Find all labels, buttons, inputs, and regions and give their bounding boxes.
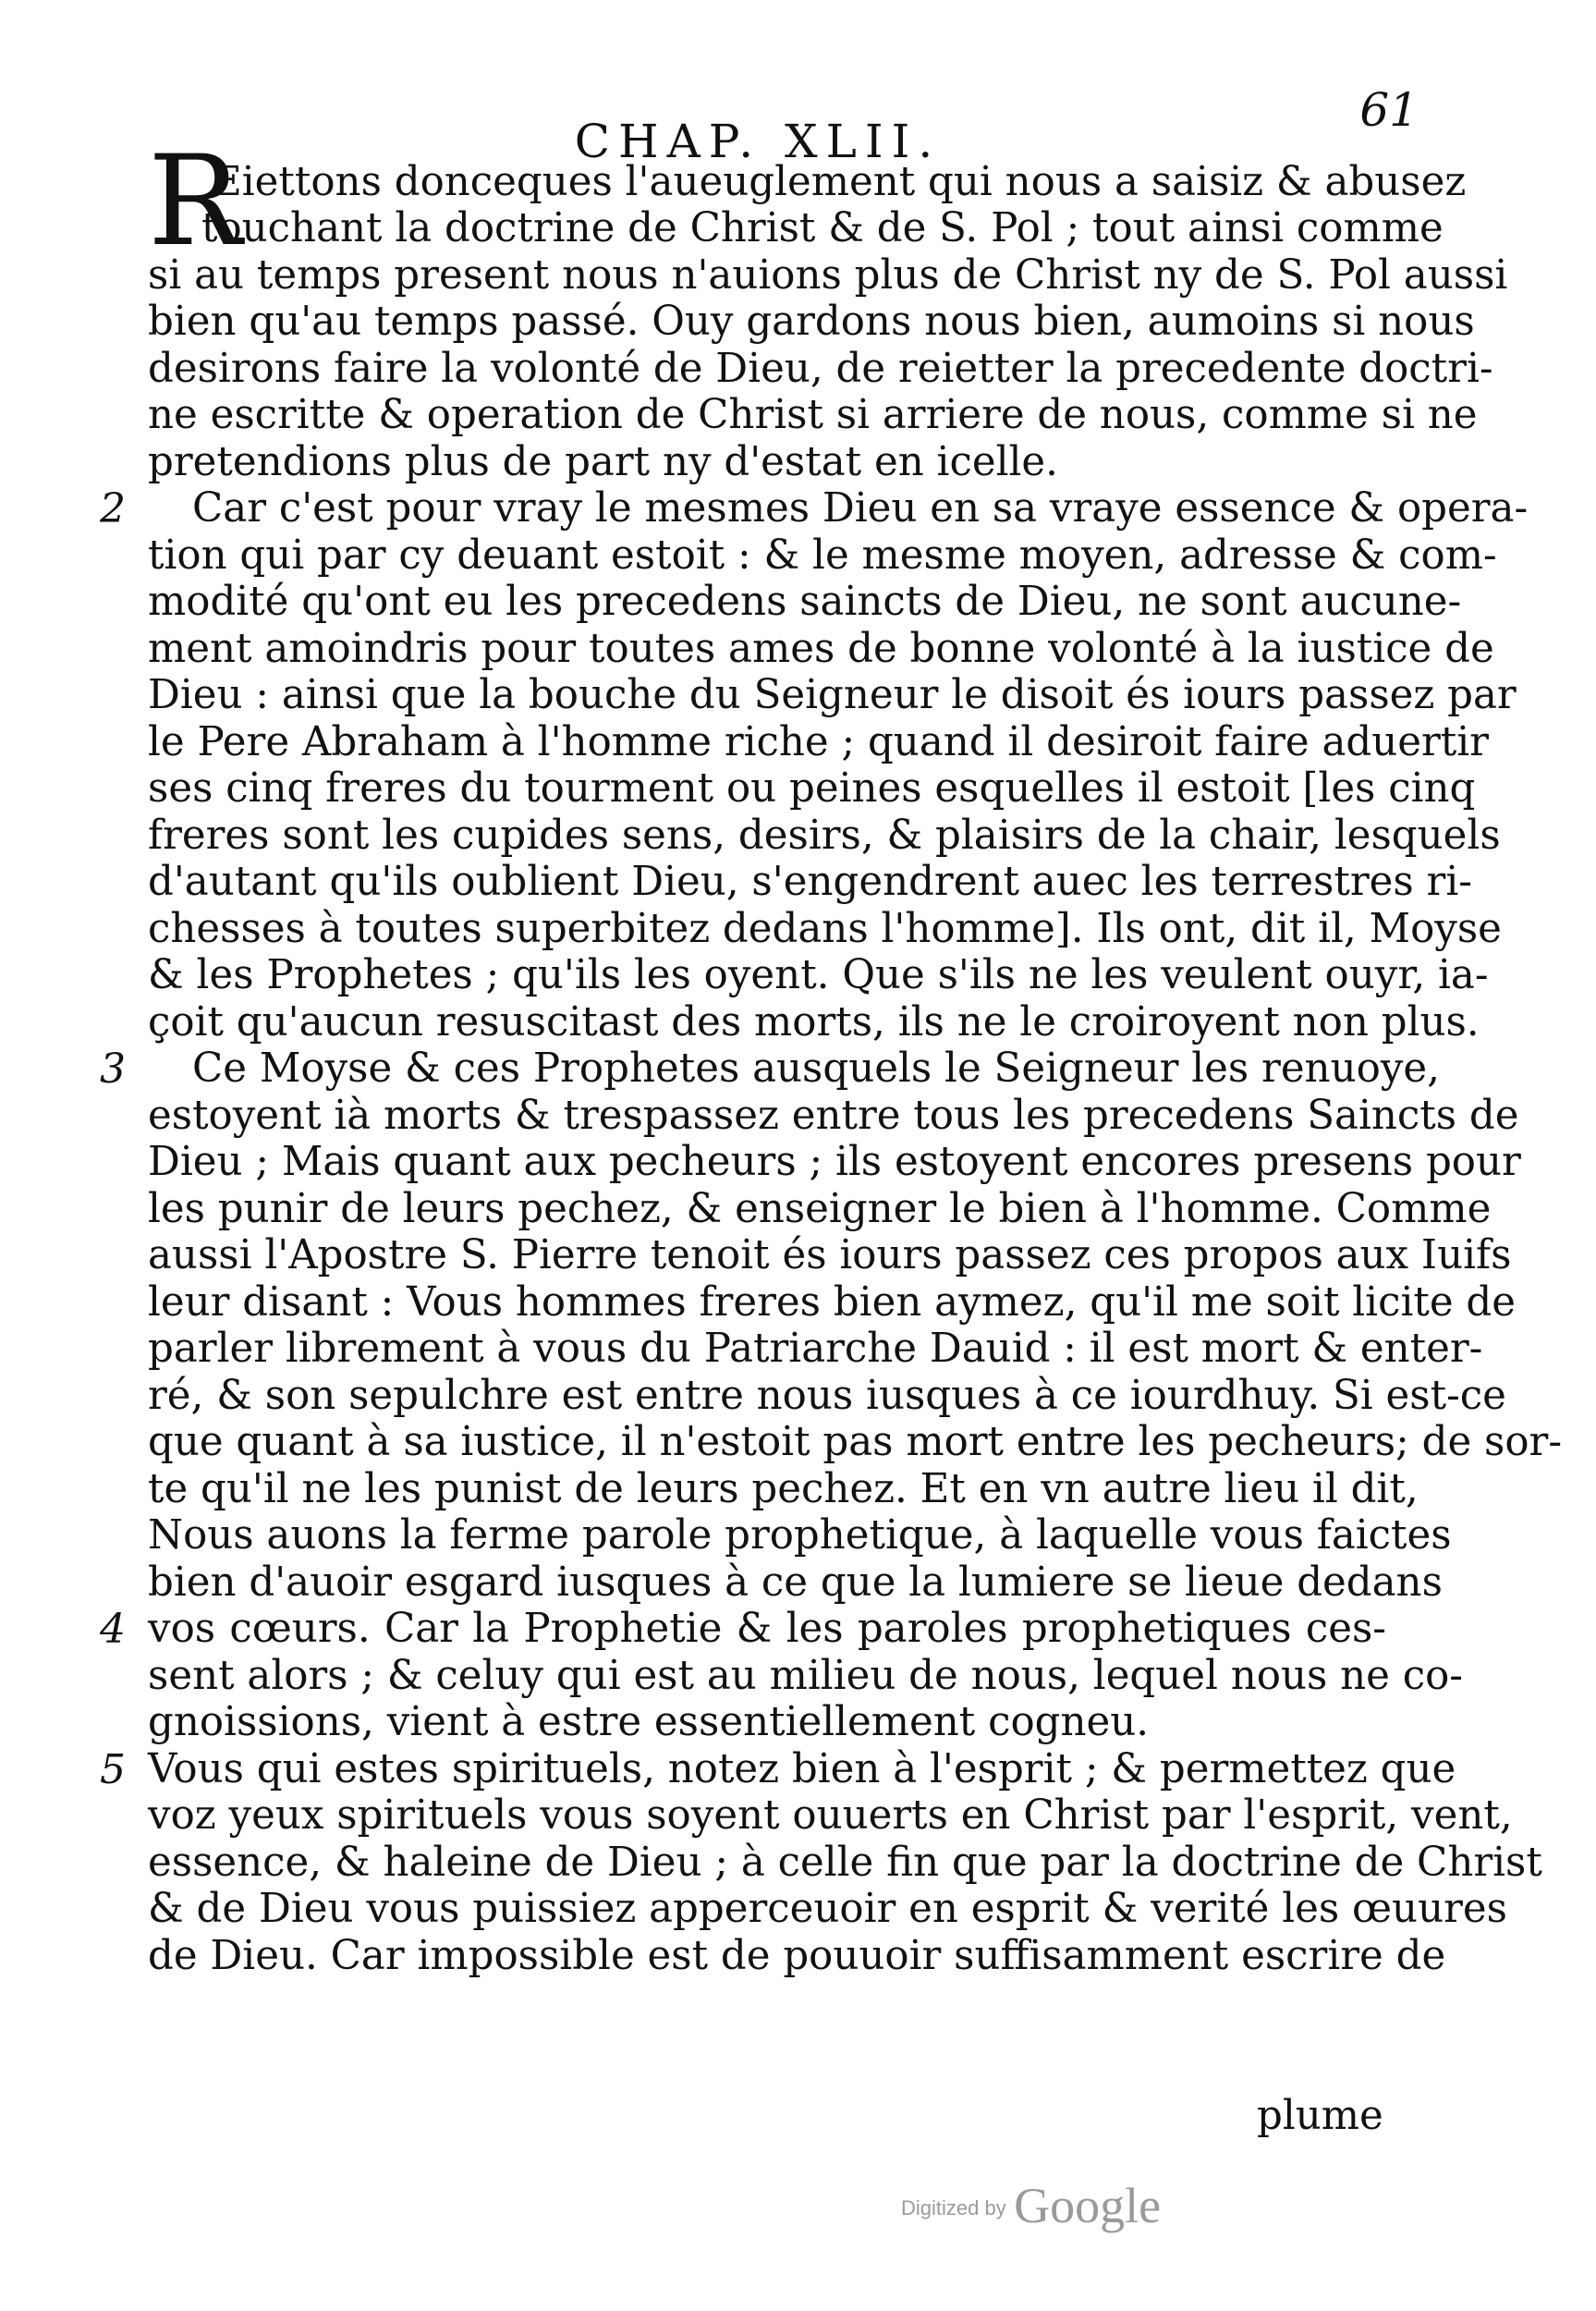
text-line: te qu'il ne les punist de leurs pechez. Et en vn autre lieu il dit, [148, 1466, 1419, 1512]
text-line: Nous auons la ferme parole prophetique, à laquelle vous faictes [148, 1512, 1452, 1559]
text-line: desirons faire la volonté de Dieu, de reietter la precedente doctri- [148, 346, 1493, 392]
text-line: sent alors ; & celuy qui est au milieu de nous, lequel nous ne co- [148, 1653, 1463, 1699]
page-number: 61 [1359, 83, 1419, 137]
text-line: parler librement à vous du Patriarche Dauid : il est mort & enter- [148, 1326, 1483, 1372]
text-line: estoyent ià morts & trespassez entre tous les precedens Saincts de [148, 1093, 1519, 1139]
text-line: voz yeux spirituels vous soyent ouuerts en Christ par l'esprit, vent, [148, 1792, 1513, 1839]
text-line: le Pere Abraham à l'homme riche ; quand il desiroit faire aduertir [148, 719, 1489, 765]
text-line: de Dieu. Car impossible est de pouuoir suffisamment escrire de [148, 1933, 1446, 1979]
paragraph-number: 3 [100, 1045, 126, 1093]
paragraph-number: 5 [100, 1746, 126, 1793]
text-line: si au temps present nous n'auions plus de Christ ny de S. Pol aussi [148, 252, 1508, 299]
catchword: plume [1257, 2093, 1383, 2139]
text-line: & de Dieu vous puissiez apperceuoir en esprit & verité les œuures [148, 1886, 1507, 1932]
text-line: tion qui par cy deuant estoit : & le mesme moyen, adresse & com- [148, 532, 1497, 579]
digitized-by-watermark [901, 2177, 1161, 2234]
drop-cap: R [148, 128, 242, 274]
text-line: gnoissions, vient à estre essentiellement cogneu. [148, 1699, 1150, 1745]
text-line: touchant la doctrine de Christ & de S. Pol ; tout ainsi comme [201, 205, 1444, 251]
text-line: d'autant qu'ils oublient Dieu, s'engendrent auec les terrestres ri- [148, 859, 1472, 905]
text-line: bien d'auoir esgard iusques à ce que la lumiere se lieue dedans [148, 1559, 1443, 1606]
text-line: modité qu'ont eu les precedens saincts de Dieu, ne sont aucune- [148, 579, 1462, 625]
text-line: çoit qu'aucun resuscitast des morts, ils ne le croiroyent non plus. [148, 999, 1480, 1045]
text-line: Eiettons donceques l'aueuglement qui nous a saisiz & abusez [213, 159, 1467, 205]
text-line: Dieu ; Mais quant aux pecheurs ; ils estoyent encores presens pour [148, 1139, 1521, 1185]
text-line: que quant à sa iustice, il n'estoit pas mort entre les pecheurs; de sor- [148, 1419, 1563, 1465]
text-line: essence, & haleine de Dieu ; à celle fin que par la doctrine de Christ [148, 1840, 1542, 1886]
text-line: leur disant : Vous hommes freres bien aymez, qu'il me soit licite de [148, 1279, 1516, 1326]
text-line: chesses à toutes superbitez dedans l'homme]. Ils ont, dit il, Moyse [148, 906, 1502, 952]
text-line: aussi l'Apostre S. Pierre tenoit és iours passez ces propos aux Iuifs [148, 1232, 1512, 1278]
chapter-heading: CHAP. XLII. [574, 115, 942, 168]
google-logo: Google [1014, 2178, 1162, 2233]
text-line: vos cœurs. Car la Prophetie & les paroles prophetiques ces- [148, 1606, 1386, 1652]
digitized-by-label: Digitized by [901, 2196, 1006, 2219]
text-line: Vous qui estes spirituels, notez bien à l'esprit ; & permettez que [148, 1746, 1456, 1792]
text-line: & les Prophetes ; qu'ils les oyent. Que s'ils ne les veulent ouyr, ia- [148, 952, 1489, 998]
text-line: Car c'est pour vray le mesmes Dieu en sa vraye essence & opera- [192, 485, 1529, 532]
text-line: bien qu'au temps passé. Ouy gardons nous bien, aumoins si nous [148, 299, 1475, 345]
text-line: les punir de leurs pechez, & enseigner le bien à l'homme. Comme [148, 1186, 1492, 1232]
text-line: ne escritte & operation de Christ si arriere de nous, comme si ne [148, 392, 1478, 438]
text-line: pretendions plus de part ny d'estat en icelle. [148, 439, 1058, 485]
text-line: Dieu : ainsi que la bouche du Seigneur le disoit és iours passez par [148, 672, 1517, 718]
text-line: ses cinq freres du tourment ou peines esquelles il estoit [les cinq [148, 765, 1476, 812]
text-line: Ce Moyse & ces Prophetes ausquels le Seigneur les renuoye, [192, 1045, 1440, 1092]
paragraph-number: 4 [100, 1606, 126, 1653]
text-line: ment amoindris pour toutes ames de bonne volonté à la iustice de [148, 626, 1494, 672]
text-line: freres sont les cupides sens, desirs, & plaisirs de la chair, lesquels [148, 813, 1501, 859]
paragraph-number: 2 [100, 485, 126, 532]
text-line: ré, & son sepulchre est entre nous iusques à ce iourdhuy. Si est-ce [148, 1373, 1506, 1419]
